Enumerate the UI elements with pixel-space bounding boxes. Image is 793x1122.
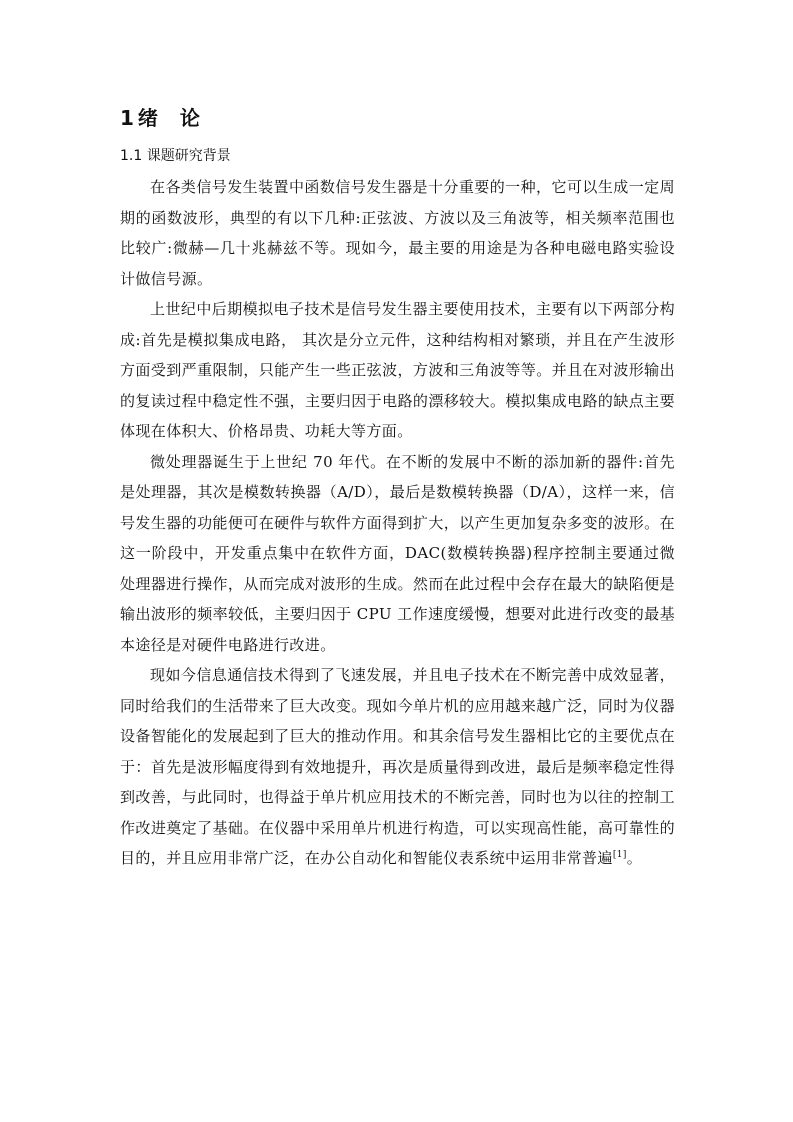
paragraph-1: 在各类信号发生装置中函数信号发生器是十分重要的一种，它可以生成一定周期的函数波形，典型的有以下几种:正弦波、方波以及三角波等，相关频率范围也比较广:微赫—几十兆赫兹不等。现如今，最主要的用途是为各种电磁电路实验设计做信号源。	[120, 178, 675, 288]
citation-ref[interactable]: [1]	[612, 850, 627, 860]
paragraph-4-text: 现如今信息通信技术得到了飞速发展，并且电子技术在不断完善中成效显著，同时给我们的生活带来了巨大改变。现如今单片机的应用越来越广泛，同时为仪器设备智能化的发展起到了巨大的推动作用。和其余信号发生器相比它的主要优点在于：首先是波形幅度得到有效地提升，再次是质量得到改进，最后是频率稳定性得到改善，与此同时，也得益于单片机应用技术的不断完善，同时也为以往的控制工作改进奠定了基础。在仪器中采用单片机进行构造，可以实现高性能，高可靠性的目的，并且应用非常广泛，在办公自动化和智能仪表系统中运用非常普遍	[120, 666, 675, 867]
chapter-number: 1	[120, 106, 134, 130]
body-text	[120, 172, 675, 874]
chapter-title	[120, 104, 200, 132]
paragraph-4	[120, 660, 675, 874]
paragraph-3: 微处理器诞生于上世纪 70 年代。在不断的发展中不断的添加新的器件:首先是处理器，其次是模数转换器（A/D），最后是数模转换器（D/A），这样一来，信号发生器的功能便可在硬件与软件方面得到扩大，以产生更加复杂多变的波形。在这一阶段中，开发重点集中在软件方面，DAC(数模转换器)程序控制主要通过微处理器进行操作，从而完成对波形的生成。然而在此过程中会存在最大的缺陷便是输出波形的频率较低，主要归因于 CPU 工作速度缓慢，想要对此进行改变的最基本途径是对硬件电路进行改进。	[120, 452, 675, 654]
chapter-title-part1: 绪	[137, 106, 158, 130]
chapter-title-part2: 论	[179, 106, 200, 130]
paragraph-2: 上世纪中后期模拟电子技术是信号发生器主要使用技术，主要有以下两部分构成:首先是模拟集成电路， 其次是分立元件，这种结构相对繁琐，并且在产生波形方面受到严重限制，只能产生一些正弦波，方波和三角波等等。并且在对波形输出的复读过程中稳定性不强，主要归因于电路的漂移较大。模拟集成电路的缺点主要体现在体积大、价格昂贵、功耗大等方面。	[120, 300, 675, 440]
paragraph-4-end: 。	[626, 849, 643, 867]
section-title: 1.1 课题研究背景	[120, 148, 231, 164]
